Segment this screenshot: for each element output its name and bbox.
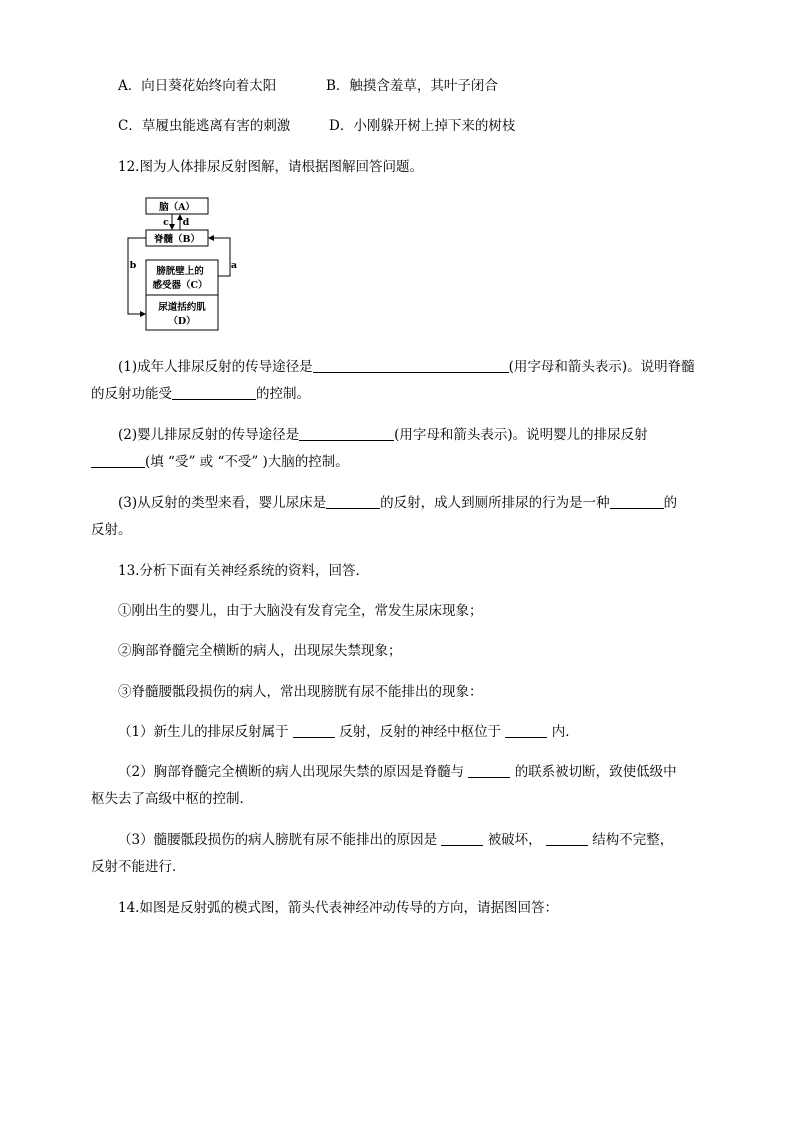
label-b: b: [129, 260, 137, 271]
q13-s3-text-c: 结构不完整，: [592, 832, 674, 848]
q13-s1-text-b: 反射，反射的神经中枢位于: [339, 724, 502, 740]
answer-blank[interactable]: [293, 723, 335, 738]
q12-p1-text-c: 的反射功能受: [91, 386, 172, 402]
answer-blank[interactable]: [172, 385, 256, 400]
q13-sub2-line2: 枢失去了高级中枢的控制．: [91, 791, 253, 807]
urination-reflex-diagram: [122, 192, 242, 337]
answer-blank[interactable]: [546, 831, 588, 846]
option-d: D．小刚躲开树上掉下来的树枝: [329, 118, 516, 134]
q12-p1-text-b: (用字母和箭头表示)。说明脊髓: [508, 359, 695, 375]
q12-p3-text-c: 的: [663, 495, 678, 511]
q14-title: 14.如图是反射弧的模式图，箭头代表神经冲动传导的方向，请据图回答：: [118, 900, 558, 916]
effector-label-2: （D）: [168, 316, 196, 327]
q12-p1-text-a: (1)成年人排尿反射的传导途径是: [118, 359, 313, 375]
answer-blank[interactable]: [313, 358, 509, 373]
q12-p3-text-a: (3)从反射的类型来看，婴儿尿床是: [118, 495, 327, 511]
q13-material-2: ②胸部脊髓完全横断的病人，出现尿失禁现象；: [118, 643, 402, 659]
q13-s2-text-a: （2）胸部脊髓完全横断的病人出现尿失禁的原因是脊髓与: [118, 764, 465, 780]
receptor-label-2: 感受器（C）: [152, 280, 208, 291]
q13-s3-text-b: 被破坏，: [487, 832, 542, 848]
receptor-label-1: 膀胱壁上的: [156, 266, 204, 277]
q12-part3-line1: [118, 494, 677, 512]
q12-p1-text-d: 的控制。: [256, 386, 310, 402]
answer-blank[interactable]: [91, 453, 145, 468]
q12-part2-line2: [91, 453, 349, 471]
arrow-b: [128, 238, 146, 314]
option-b: B．触摸含羞草，其叶子闭合: [326, 78, 498, 94]
q12-part1-line2: [91, 385, 310, 403]
q13-s1-text-a: （1）新生儿的排尿反射属于: [118, 724, 289, 740]
spinal-label: 脊髓（B）: [153, 234, 201, 245]
q12-part3-line2: 反射。: [91, 522, 132, 538]
answer-blank[interactable]: [505, 723, 547, 738]
option-c: C．草履虫能逃离有害的刺激: [118, 118, 291, 134]
answer-blank[interactable]: [326, 494, 380, 509]
arrow-a: [209, 238, 230, 276]
q13-sub3-line2: 反射不能进行．: [91, 859, 186, 875]
q13-s2-text-b: 的联系被切断，致使低级中: [514, 764, 677, 780]
q13-sub1: [118, 723, 579, 741]
label-d: d: [182, 217, 190, 228]
answer-blank[interactable]: [610, 494, 664, 509]
q13-material-3: ③脊髓腰骶段损伤的病人，常出现膀胱有尿不能排出的现象：: [118, 684, 483, 700]
effector-label-1: 尿道括约肌: [158, 302, 206, 313]
q12-title: 12.图为人体排尿反射图解，请根据图解回答问题。: [118, 159, 423, 175]
q12-p2-text-b: (用字母和箭头表示)。说明婴儿的排尿反射: [394, 427, 648, 443]
option-a: A．向日葵花始终向着太阳: [118, 78, 277, 94]
q13-s3-text-a: （3）髓腰骶段损伤的病人膀胱有尿不能排出的原因是: [118, 832, 438, 848]
q13-sub2-line1: [118, 763, 677, 781]
q13-s1-text-c: 内．: [551, 724, 579, 740]
answer-blank[interactable]: [299, 426, 394, 441]
q12-p2-text-c: (填 “受” 或 “不受” )大脑的控制。: [145, 454, 349, 470]
reflex-diagram-svg: [122, 192, 242, 337]
q13-sub3-line1: [118, 831, 673, 849]
q13-title: 13.分析下面有关神经系统的资料，回答．: [118, 563, 369, 579]
answer-blank[interactable]: [468, 763, 510, 778]
label-c: c: [163, 217, 169, 228]
q13-material-1: ①刚出生的婴儿，由于大脑没有发育完全，常发生尿床现象；: [118, 603, 483, 619]
answer-blank[interactable]: [441, 831, 483, 846]
q12-p2-text-a: (2)婴儿排尿反射的传导途径是: [118, 427, 300, 443]
q12-part2-line1: [118, 426, 648, 444]
brain-label: 脑（A）: [159, 202, 195, 213]
label-a: a: [230, 260, 238, 271]
q12-part1-line1: [118, 358, 695, 376]
q12-p3-text-b: 的反射，成人到厕所排尿的行为是一种: [380, 495, 610, 511]
